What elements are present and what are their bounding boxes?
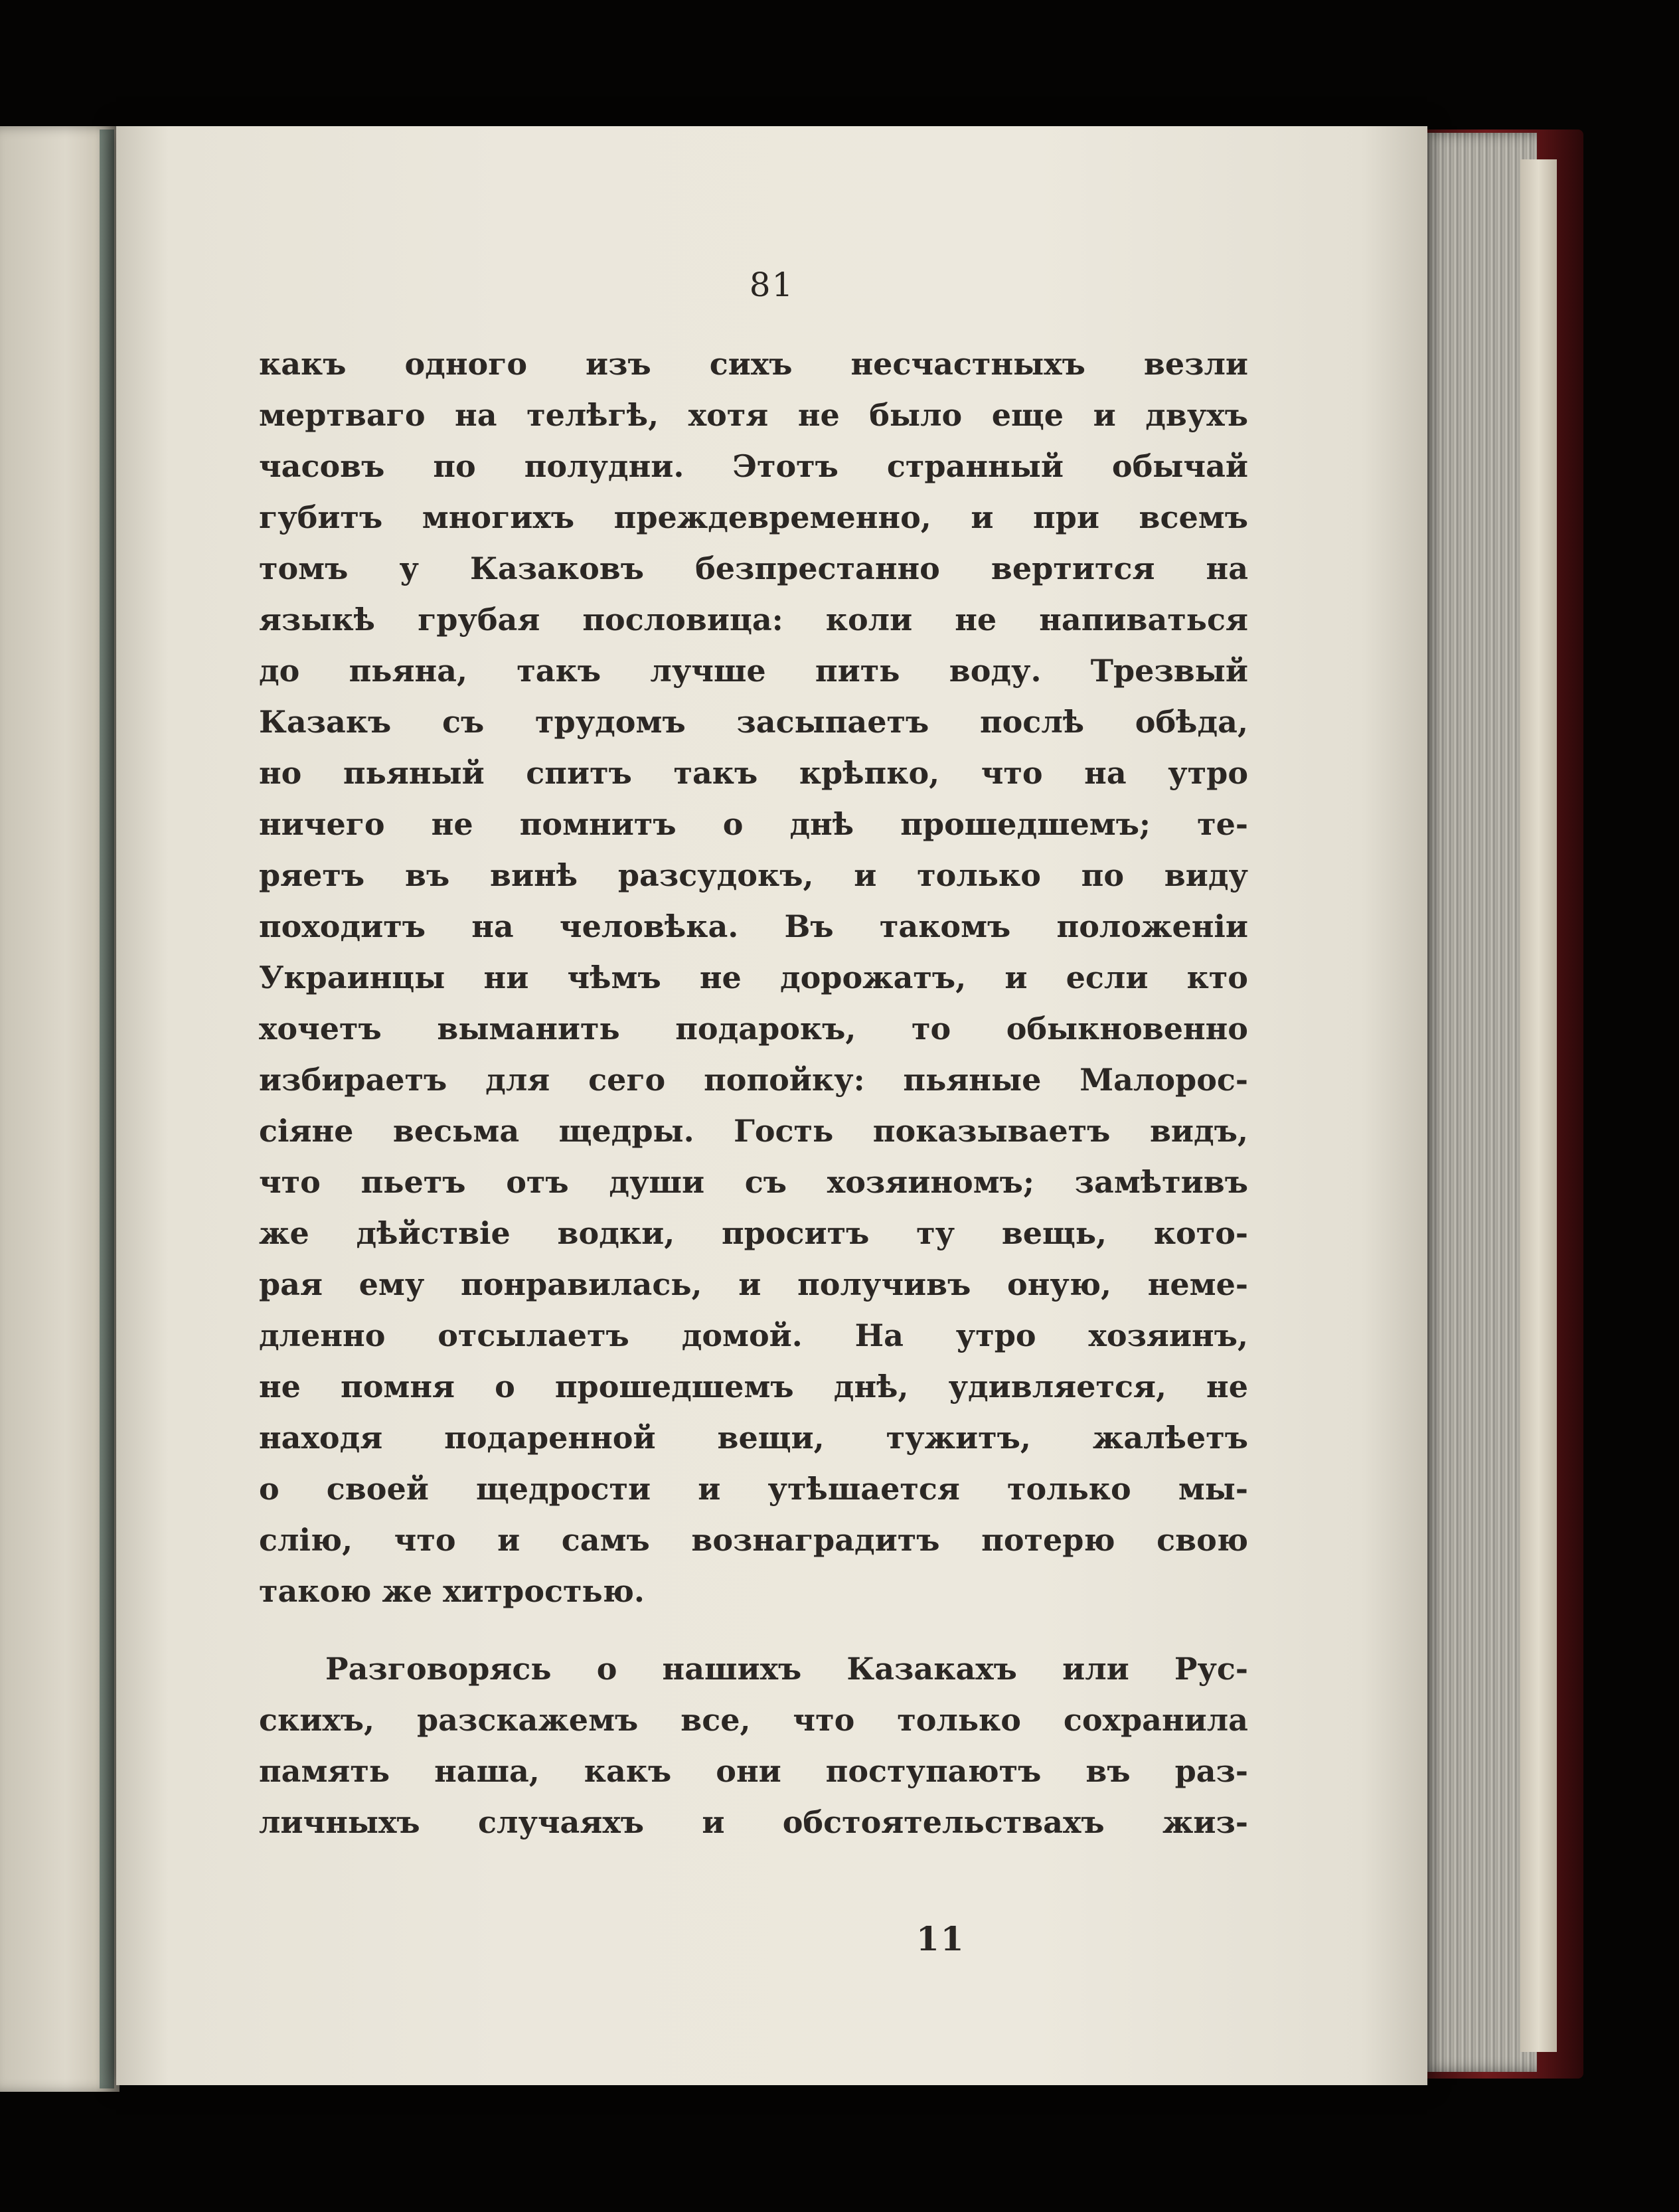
- text-line: хочетъ выманить подарокъ, то обыкновенно: [259, 1011, 1248, 1047]
- text-line: ничего не помнитъ о днѣ прошедшемъ; те-: [259, 806, 1248, 842]
- text-line: же дѣйствіе водки, проситъ ту вещь, кото-: [259, 1215, 1248, 1251]
- text-line: находя подаренной вещи, тужитъ, жалѣетъ: [259, 1420, 1248, 1456]
- text-line: слію, что и самъ вознаградитъ потерю свою: [259, 1522, 1248, 1558]
- page-edges: [1421, 133, 1537, 2072]
- text-line: сіяне весьма щедры. Гость показываетъ видъ,: [259, 1113, 1248, 1149]
- text-line: Украинцы ни чѣмъ не дорожатъ, и если кто: [259, 960, 1248, 995]
- text-line: томъ у Казаковъ безпрестанно вертится на: [259, 551, 1248, 586]
- text-line: избираетъ для сего попойку: пьяные Малорос-: [259, 1062, 1248, 1098]
- paragraph: [259, 1644, 1248, 1848]
- text-line: Разговорясь о нашихъ Казакахъ или Рус-: [325, 1651, 1248, 1687]
- text-line: до пьяна, такъ лучше пить воду. Трезвый: [259, 653, 1248, 689]
- text-block: [259, 339, 1248, 1848]
- signature-mark: 11: [916, 1919, 965, 1958]
- paragraph-gap: [259, 1617, 1248, 1644]
- text-line: о своей щедрости и утѣшается только мы-: [259, 1471, 1248, 1507]
- text-line: не помня о прошедшемъ днѣ, удивляется, не: [259, 1369, 1248, 1404]
- text-line: рая ему понравилась, и получивъ оную, неме-: [259, 1266, 1248, 1302]
- text-line: что пьетъ отъ души съ хозяиномъ; замѣтивъ: [259, 1164, 1248, 1200]
- text-line: память наша, какъ они поступаютъ въ раз-: [259, 1753, 1248, 1789]
- text-line: скихъ, разскажемъ все, что только сохранила: [259, 1702, 1248, 1738]
- text-line: походитъ на человѣка. Въ такомъ положеніи: [259, 908, 1248, 944]
- paragraph: [259, 339, 1248, 1617]
- text-line: какъ одного изъ сихъ несчастныхъ везли: [259, 346, 1248, 382]
- text-line: губитъ многихъ преждевременно, и при всемъ: [259, 499, 1248, 535]
- text-line: часовъ по полудни. Этотъ странный обычай: [259, 448, 1248, 484]
- text-line: дленно отсылаетъ домой. На утро хозяинъ,: [259, 1318, 1248, 1353]
- left-page-binding: [100, 129, 114, 2088]
- text-line: языкѣ грубая пословица: коли не напиваться: [259, 602, 1248, 638]
- text-line: Казакъ съ трудомъ засыпаетъ послѣ обѣда,: [259, 704, 1248, 740]
- page-number: 81: [749, 266, 795, 304]
- text-line: такою же хитростью.: [259, 1573, 645, 1609]
- text-line: но пьяный спитъ такъ крѣпко, что на утро: [259, 755, 1248, 791]
- text-line: мертваго на телѣгѣ, хотя не было еще и двухъ: [259, 397, 1248, 433]
- book-page: [116, 126, 1427, 2085]
- text-line: ряетъ въ винѣ разсудокъ, и только по виду: [259, 857, 1248, 893]
- text-line: личныхъ случаяхъ и обстоятельствахъ жиз-: [259, 1804, 1248, 1840]
- page-edge-highlight: [1520, 159, 1557, 2052]
